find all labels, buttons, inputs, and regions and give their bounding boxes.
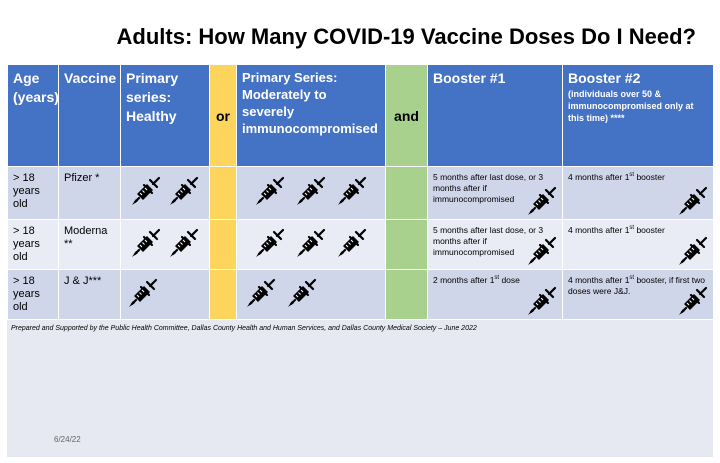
booster1-text: 5 months after last dose, or 3 months after if immunocompromised [433,172,544,204]
cell-healthy-doses [121,270,210,320]
header-booster2-title: Booster #2 [568,70,641,86]
syringe-icon [286,277,318,309]
cell-vaccine: J & J*** [59,270,121,320]
booster1-text-end: dose [499,275,520,285]
booster1-text: 2 months after 1 [433,275,495,285]
cell-and [386,270,428,320]
cell-age: > 18 years old [8,270,59,320]
vaccine-table-slide [7,64,713,457]
booster2-text-end: booster [634,172,665,182]
syringe-icon [127,277,159,309]
ordinal-sup: st [629,172,635,179]
cell-or [210,220,237,270]
syringe-icon [526,235,558,267]
syringe-icon [254,175,286,207]
syringe-icon [295,175,327,207]
ordinal-sup: st [629,275,635,282]
syringe-icon [130,175,162,207]
header-booster1: Booster #1 [428,65,563,167]
cell-healthy-doses [121,167,210,220]
booster2-text-end: booster, if first two doses were J&J. [568,275,705,296]
header-age: Age (years) [8,65,59,167]
cell-and [386,167,428,220]
syringe-icon [245,277,277,309]
cell-or [210,167,237,220]
cell-healthy-doses [121,220,210,270]
booster2-text: 4 months after 1 [568,225,630,235]
dose-table [7,64,714,320]
header-and: and [386,65,428,167]
cell-vaccine: Pfizer * [59,167,121,220]
cell-or [210,270,237,320]
syringe-icon [526,185,558,217]
cell-booster1 [428,270,563,320]
cell-booster1 [428,167,563,220]
header-row [8,65,714,167]
booster2-text: 4 months after 1 [568,172,630,182]
ordinal-sup: st [629,225,635,232]
syringe-icon [677,235,709,267]
syringe-icon [168,175,200,207]
cell-immuno-doses [237,220,386,270]
cell-booster2 [563,270,714,320]
ordinal-sup: st [494,275,500,282]
header-booster2 [563,65,714,167]
header-or: or [210,65,237,167]
syringe-icon [677,285,709,317]
cell-immuno-doses [237,167,386,220]
syringe-icon [130,227,162,259]
cell-vaccine: Moderna ** [59,220,121,270]
cell-age: > 18 years old [8,167,59,220]
cell-immuno-doses [237,270,386,320]
table-row-pfizer [8,167,714,220]
syringe-icon [677,185,709,217]
header-booster2-note: (individuals over 50 & immunocompromised only at this time) **** [568,89,694,123]
cell-booster2 [563,167,714,220]
header-primary-healthy: Primary series: Healthy [121,65,210,167]
cell-booster1 [428,220,563,270]
footer-credit: Prepared and Supported by the Public Health Committee, Dallas County Health and Human Services, and Dallas County Medical Society – June 2022 [11,325,477,332]
table-row-jj [8,270,714,320]
booster2-text-end: booster [634,225,665,235]
header-vaccine: Vaccine [59,65,121,167]
cell-booster2 [563,220,714,270]
syringe-icon [168,227,200,259]
title-part1: Adults: How Many [116,24,308,49]
header-primary-immuno-text: Primary Series: Moderately to severely immunocompromised [242,70,378,136]
title-part2: COVID-19 Vaccine Doses Do I Need? [313,24,696,49]
page-title [0,24,720,50]
header-primary-immuno [237,65,386,167]
syringe-icon [295,227,327,259]
syringe-icon [254,227,286,259]
syringe-icon [336,227,368,259]
cell-age: > 18 years old [8,220,59,270]
slide-date: 6/24/22 [54,435,81,444]
table-row-moderna [8,220,714,270]
syringe-icon [336,175,368,207]
booster2-text: 4 months after 1 [568,275,630,285]
booster1-text: 5 months after last dose, or 3 months after if immunocompromised [433,225,544,257]
syringe-icon [526,285,558,317]
cell-and [386,220,428,270]
